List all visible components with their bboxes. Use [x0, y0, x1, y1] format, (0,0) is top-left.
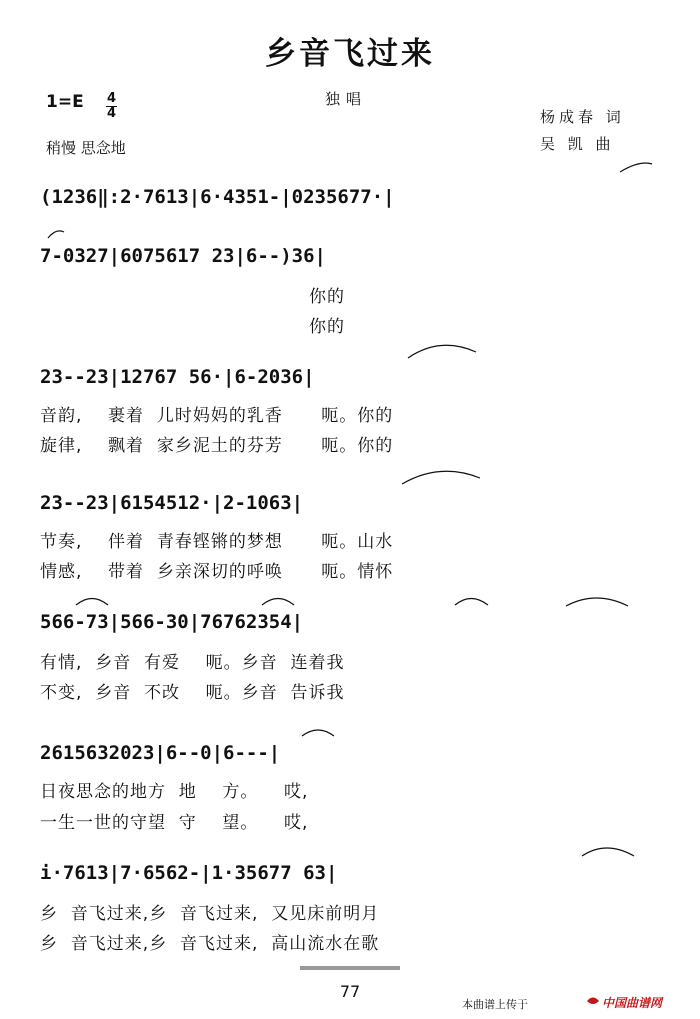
- lyric-line-7a: 乡 音飞过来,乡 音飞过来, 又见床前明月: [40, 904, 380, 924]
- lyric-line-6a: 日夜思念的地方 地 方。 哎,: [40, 782, 309, 802]
- lyric-line-4b: 情感, 带着 乡亲深切的呼唤 呃。情怀: [40, 562, 394, 582]
- lyric-line-4a: 节奏, 伴着 青春铿锵的梦想 呃。山水: [40, 532, 394, 552]
- key-signature: 1=E: [46, 92, 84, 112]
- lyricist-credit: 杨成春 词: [540, 108, 625, 126]
- lyric-line-7b: 乡 音飞过来,乡 音飞过来, 高山流水在歌: [40, 934, 380, 954]
- staff-notes-2: 7-0327|6075617 23|6--)36|: [40, 245, 326, 267]
- song-title: 乡音飞过来: [265, 36, 435, 72]
- lyric-line-3b: 旋律, 飘着 家乡泥土的芬芳 呃。你的: [40, 436, 394, 456]
- tempo-marking: 稍慢 思念地: [46, 139, 126, 157]
- lyric-line-3a: 音韵, 裹着 儿时妈妈的乳香 呃。你的: [40, 406, 394, 426]
- lyric-line-6b: 一生一世的守望 守 望。 哎,: [40, 813, 309, 833]
- staff-notes-4: 23--23|6154512·|2-1063|: [40, 492, 304, 514]
- staff-notes-1: (1236‖:2·7613|6·4351-|0235677·|: [40, 186, 395, 208]
- time-signature-top: 4: [106, 91, 117, 106]
- time-signature-bottom: 4: [106, 106, 117, 121]
- site-logo-icon: [586, 995, 600, 1007]
- page-number: 77: [339, 982, 361, 1001]
- staff-notes-5: 566-73|566-30|76762354|: [40, 611, 304, 633]
- staff-notes-3: 23--23|12767 56·|6-2036|: [40, 366, 315, 388]
- footer-divider: [300, 966, 400, 970]
- staff-notes-6: 2615632023|6--0|6---|: [40, 742, 281, 764]
- lyric-line-5a: 有情, 乡音 有爱 呃。乡音 连着我: [40, 653, 345, 673]
- site-name[interactable]: 中国曲谱网: [602, 996, 663, 1010]
- upload-note: 本曲谱上传于: [462, 998, 528, 1011]
- lyric-line-2b: 你的: [40, 317, 345, 337]
- staff-notes-7: i·7613|7·6562-|1·35677 63|: [40, 862, 338, 884]
- lyric-line-5b: 不变, 乡音 不改 呃。乡音 告诉我: [40, 683, 345, 703]
- lyric-line-2a: 你的: [40, 287, 345, 307]
- composer-credit: 吴 凯 曲: [540, 135, 615, 153]
- performance-type: 独唱: [325, 90, 368, 108]
